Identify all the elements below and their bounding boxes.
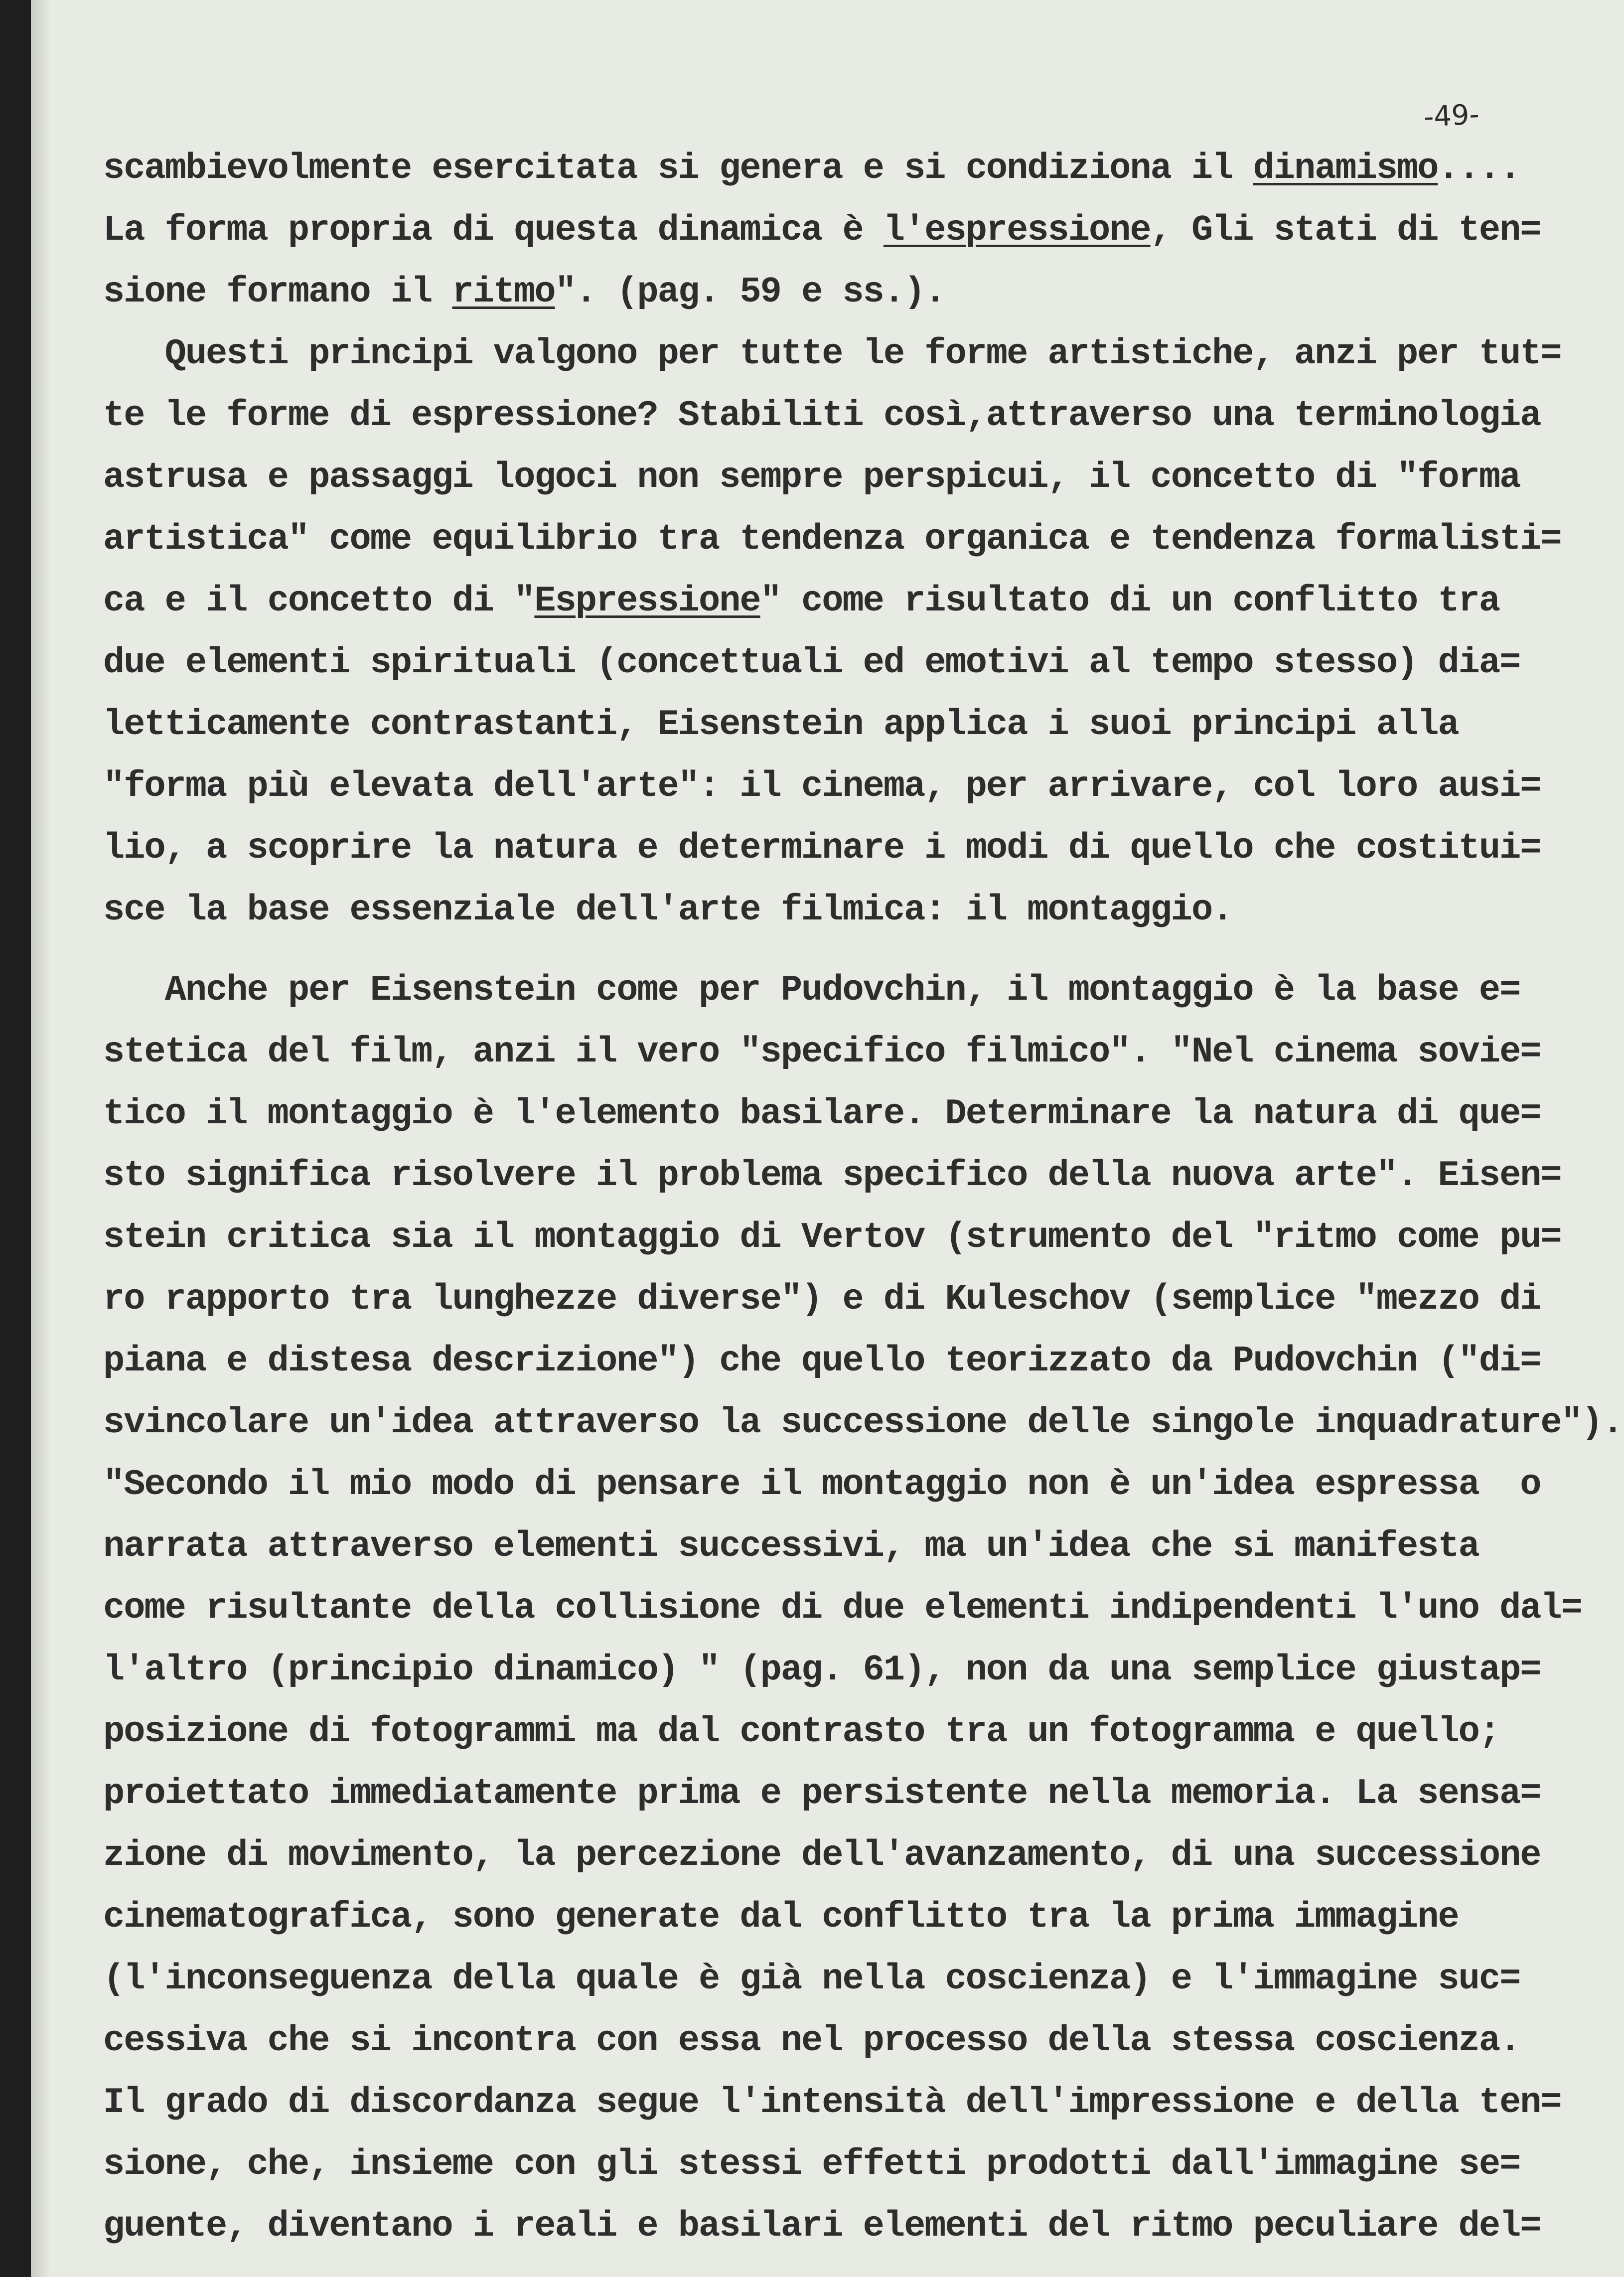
text-line	[103, 1268, 1541, 1330]
text-line	[103, 632, 1533, 694]
text-line	[103, 508, 1561, 570]
text-line	[103, 323, 1561, 385]
typewritten-page	[31, 0, 1624, 2277]
text-line	[103, 1454, 1541, 1516]
text-line	[103, 879, 1533, 941]
text-line	[103, 2133, 1533, 2195]
text-line	[103, 138, 1533, 199]
text-segment: svincolare un'idea attraverso la successione delle singole inquadrature").	[103, 1402, 1623, 1443]
text-segment: cessiva che si incontra con essa nel processo della stessa coscienza.	[103, 2020, 1520, 2061]
text-segment: posizione di fotogrammi ma dal contrasto tra un fotogramma e quello;	[103, 1711, 1500, 1752]
text-line	[103, 694, 1533, 756]
text-segment: scambievolmente esercitata si genera e si condiziona il	[103, 148, 1253, 189]
text-segment: guente, diventano i reali e basilari elementi del ritmo peculiare del=	[103, 2206, 1541, 2247]
underlined-word: Espressione	[534, 581, 760, 621]
text-segment: (l'inconseguenza della quale è già nella coscienza) e l'immagine suc=	[103, 1959, 1520, 1999]
text-line	[103, 1577, 1582, 1639]
text-segment: Il grado di discordanza segue l'intensità dell'impressione e della ten=	[103, 2082, 1561, 2123]
text-line	[103, 1392, 1623, 1454]
text-line	[103, 447, 1533, 508]
text-line	[103, 1763, 1541, 1824]
text-line	[103, 1021, 1541, 1083]
text-segment: sce la base essenziale dell'arte filmica: il montaggio.	[103, 890, 1233, 930]
text-line	[103, 1207, 1561, 1268]
text-segment: narrata attraverso elementi successivi, ma un'idea che si manifesta	[103, 1526, 1479, 1567]
text-line	[103, 570, 1533, 632]
text-segment: proiettato immediatamente prima e persistente nella memoria. La sensa=	[103, 1773, 1541, 1814]
text-segment: stein critica sia il montaggio di Vertov (strumento del "ritmo come pu=	[103, 1217, 1561, 1258]
text-line	[103, 261, 1533, 323]
text-line	[103, 1948, 1533, 2010]
text-line	[103, 1886, 1533, 1948]
text-segment: sione, che, insieme con gli stessi effetti prodotti dall'immagine se=	[103, 2144, 1520, 2185]
text-line	[103, 1824, 1541, 1886]
text-segment: "forma più elevata dell'arte": il cinema, per arrivare, col loro ausi=	[103, 766, 1541, 807]
paragraph-2	[103, 959, 1623, 2257]
text-segment: ....	[1438, 148, 1520, 189]
text-segment: tico il montaggio è l'elemento basilare. Determinare la natura di que=	[103, 1093, 1541, 1134]
text-segment: ro rapporto tra lunghezze diverse") e di Kuleschov (semplice "mezzo di	[103, 1279, 1541, 1320]
text-line	[103, 2010, 1533, 2072]
text-line	[103, 817, 1541, 879]
text-line	[103, 1516, 1533, 1577]
text-line	[103, 385, 1541, 447]
text-segment: "Secondo il mio modo di pensare il montaggio non è un'idea espressa o	[103, 1464, 1541, 1505]
underlined-word: l'espressione	[883, 210, 1151, 251]
text-segment: piana e distesa descrizione") che quello teorizzato da Pudovchin ("di=	[103, 1341, 1541, 1381]
text-segment: sto significa risolvere il problema specifico della nuova arte". Eisen=	[103, 1155, 1561, 1196]
text-segment: letticamente contrastanti, Eisenstein applica i suoi principi alla	[103, 704, 1459, 745]
text-segment: La forma propria di questa dinamica è	[103, 210, 884, 251]
text-segment: Questi principi valgono per tutte le forme artistiche, anzi per tut=	[103, 333, 1561, 374]
text-line	[103, 2195, 1541, 2257]
text-segment: Anche per Eisenstein come per Pudovchin, il montaggio è la base e=	[103, 970, 1520, 1011]
page-number: -49-	[1423, 98, 1480, 134]
text-line	[103, 1330, 1541, 1392]
text-line	[103, 959, 1533, 1021]
text-segment: ". (pag. 59 e ss.).	[555, 272, 945, 312]
text-segment: stetica del film, anzi il vero "specifico filmico". "Nel cinema sovie=	[103, 1032, 1541, 1072]
text-segment: , Gli stati di ten=	[1150, 210, 1541, 251]
text-segment: l'altro (principio dinamico) " (pag. 61), non da una semplice giustap=	[103, 1650, 1541, 1690]
underlined-word: ritmo	[452, 272, 555, 312]
text-line	[103, 1701, 1533, 1763]
page-edge-shadow	[31, 0, 51, 2277]
text-segment: lio, a scoprire la natura e determinare i modi di quello che costitui=	[103, 828, 1541, 869]
text-line	[103, 1145, 1561, 1207]
text-line	[103, 756, 1541, 817]
text-segment: te le forme di espressione? Stabiliti così,attraverso una terminologia	[103, 395, 1541, 436]
text-segment: come risultante della collisione di due elementi indipendenti l'uno dal=	[103, 1588, 1582, 1629]
text-line	[103, 1639, 1541, 1701]
text-line	[103, 199, 1541, 261]
text-segment: " come risultato di un conflitto tra	[760, 581, 1500, 621]
text-segment: zione di movimento, la percezione dell'avanzamento, di una successione	[103, 1835, 1541, 1876]
paragraph-1	[103, 138, 1561, 941]
underlined-word: dinamismo	[1253, 148, 1438, 189]
text-segment: artistica" come equilibrio tra tendenza organica e tendenza formalisti=	[103, 519, 1561, 560]
text-line	[103, 1083, 1541, 1145]
text-segment: astrusa e passaggi logoci non sempre perspicui, il concetto di "forma	[103, 457, 1520, 498]
text-segment: ca e il concetto di "	[103, 581, 535, 621]
text-line	[103, 2072, 1561, 2133]
text-segment: due elementi spirituali (concettuali ed emotivi al tempo stesso) dia=	[103, 642, 1520, 683]
text-segment: sione formano il	[103, 272, 452, 312]
text-segment: cinematografica, sono generate dal conflitto tra la prima immagine	[103, 1897, 1459, 1938]
